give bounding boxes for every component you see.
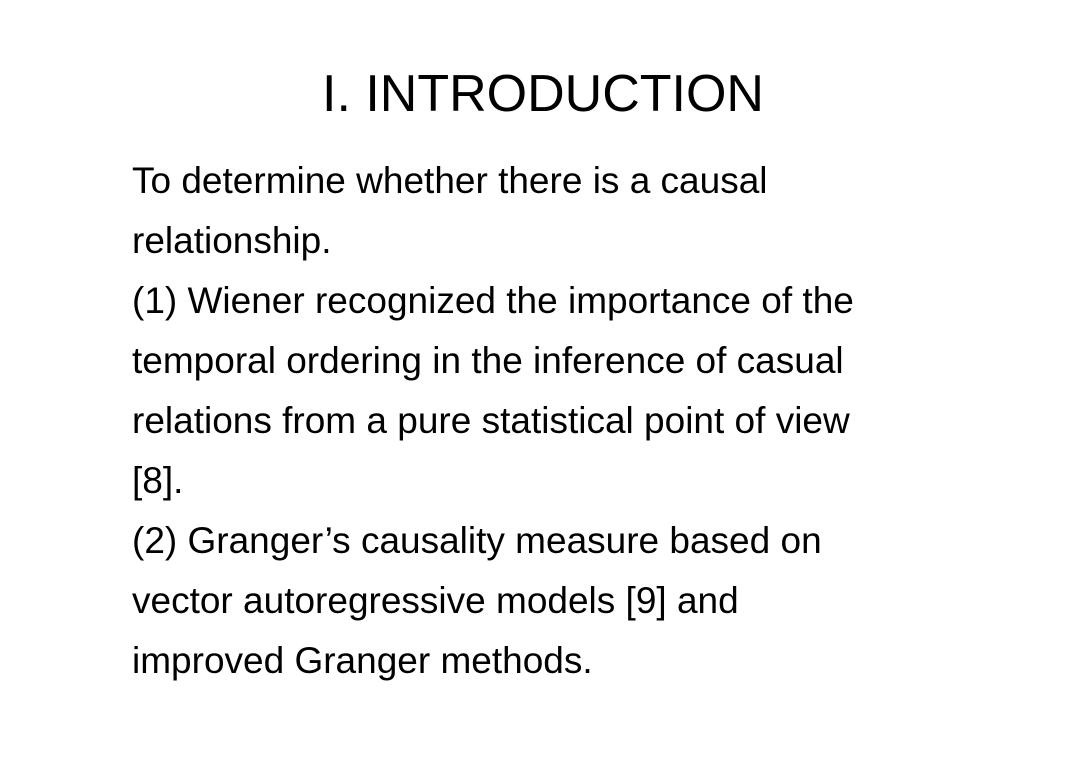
body-line: [8]. xyxy=(132,460,184,501)
body-line: (1) Wiener recognized the importance of the xyxy=(132,280,854,321)
body-line: relations from a pure statistical point of view xyxy=(132,400,850,441)
body-line: vector autoregressive models [9] and xyxy=(132,580,739,621)
slide-title: I. INTRODUCTION xyxy=(322,65,764,123)
body-line: To determine whether there is a causal xyxy=(132,160,768,201)
body-line: (2) Granger’s causality measure based on xyxy=(132,520,822,561)
body-line: temporal ordering in the inference of casual xyxy=(132,340,844,381)
slide-body xyxy=(132,151,1032,691)
body-line: improved Granger methods. xyxy=(132,640,593,681)
body-line: relationship. xyxy=(132,220,332,261)
